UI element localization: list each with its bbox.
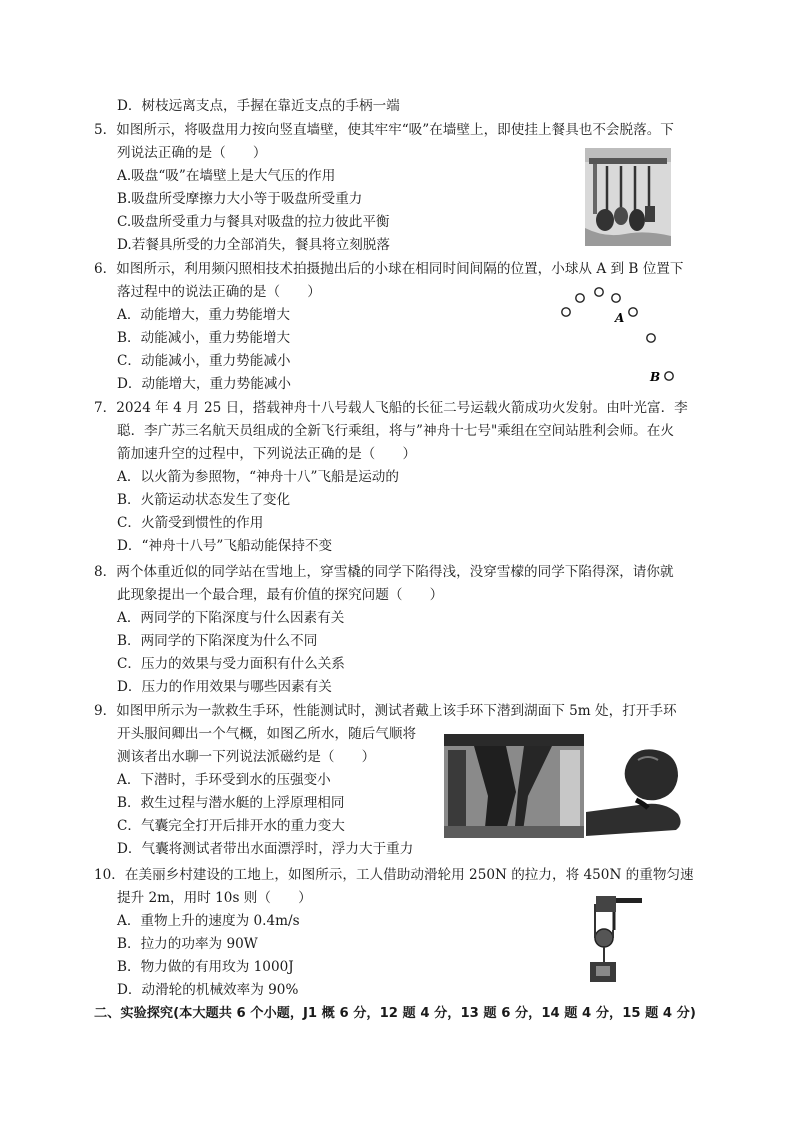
q4-option-d: D．树枝远离支点，手握在靠近支点的手柄一端 [117,98,400,114]
q10-option-a: A．重物上升的速度为 0.4m/s [117,913,300,929]
q8-stem-line1: 8．两个体重近似的同学站在雪地上，穿雪橇的同学下陷得浅，没穿雪檬的同学下陷得深，请你就 [94,564,674,580]
airbag-photo-yi [586,738,688,838]
q10-option-b: B．拉力的功率为 90W [117,936,258,952]
q6-option-a: A．动能增大，重力势能增大 [117,307,290,323]
q5-stem-line2: 列说法正确的是（ ） [117,145,267,161]
q6-option-b: B．动能减小，重力势能增大 [117,330,291,346]
q10-stem-line2: 提升 2m，用时 10s 则（ ） [117,890,312,906]
q7-stem-line1: 7．2024 年 4 月 25 日，搭载神舟十八号载人飞船的长征二号运载火箭成功火发射。由叶光富．李 [94,400,688,416]
ball-trajectory-figure [555,280,685,390]
ball-position [647,334,655,342]
q7-option-c: C．火箭受到惯性的作用 [117,515,264,531]
q7-stem-line3: 箭加速升空的过程中，下列说法正确的是（ ） [117,446,417,462]
label-a: A [615,311,625,325]
q7-stem-line2: 聪．李广苏三名航天员组成的全新飞行乘组，将与”神舟十七号"乘组在空间站胜利会师。在火 [117,423,674,439]
ball-position [665,372,673,380]
section-2-heading: 二、实验探究(本大题共 6 个小题，J1 概 6 分，12 题 4 分，13 题 6 分，14 题 4 分，15 题 4 分) [94,1006,696,1021]
q9-option-d: D．气囊将测试者带出水面漂浮时，浮力大于重力 [117,841,414,857]
q5-option-b: B.吸盘所受摩擦力大小等于吸盘所受重力 [117,191,363,207]
q6-option-c: C．动能减小，重力势能减小 [117,353,291,369]
q5-option-c: C.吸盘所受重力与餐具对吸盘的拉力彼此平衡 [117,214,390,230]
pulley-figure [584,890,644,984]
q8-stem-line2: 此现象提出一个最合理，最有价值的探究问题（ ） [117,587,444,603]
q5-option-a: A.吸盘“吸”在墙壁上是大气压的作用 [117,168,336,184]
q8-option-c: C．压力的效果与受力面积有什么关系 [117,656,345,672]
q9-option-a: A．下潜时，手环受到水的压强变小 [117,772,331,788]
q9-option-c: C．气囊完全打开后排开水的重力变大 [117,818,345,834]
q5-stem-line1: 5．如图所示，将吸盘用力按向竖直墙壁，使其牢牢“吸”在墙壁上，即使挂上餐具也不会脱落。下 [94,122,674,138]
q8-option-b: B．两同学的下陷深度为什么不同 [117,633,318,649]
ball-position [576,294,584,302]
q9-stem-line2: 开头服间卿出一个气概，如图乙所水，随后气顺将 [117,726,417,742]
ball-position [629,308,637,316]
q10-option-c: B．物力做的有用玫为 1000J [117,959,294,975]
q7-option-a: A．以火箭为参照物，“神舟十八”飞船是运动的 [117,469,399,485]
wristband-photo-jia [444,734,584,838]
q6-stem-line1: 6．如图所示，利用频闪照相技术拍摄抛出后的小球在相同时间间隔的位置，小球从 A 到 B 位置下 [94,261,684,277]
suction-hook-figure [585,148,671,246]
q10-stem-line1: 10．在美丽乡村建设的工地上，如图所示，工人借助动滑轮用 250N 的拉力，将 450N 的重物匀速 [94,867,694,883]
ball-position [562,308,570,316]
q6-option-d: D．动能增大，重力势能减小 [117,376,292,392]
ball-position [612,294,620,302]
q10-option-d: D．动滑轮的机械效率为 90% [117,982,299,998]
q9-stem-line3: 测该者出水聊一下列说法派磁约是（ ） [117,749,376,765]
q9-stem-line1: 9．如图甲所示为一款救生手环，性能测试时，测试者戴上该手环下潜到湖面下 5m 处，打开手环 [94,703,677,719]
q8-option-a: A．两同学的下陷深度与什么因素有关 [117,610,345,626]
q9-option-b: B．救生过程与潜水艇的上浮原理相同 [117,795,345,811]
q8-option-d: D．压力的作用效果与哪些因素有关 [117,679,332,695]
q7-option-b: B．火箭运动状态发生了变化 [117,492,291,508]
q7-option-d: D．“神舟十八号”飞船动能保持不变 [117,538,333,554]
q6-stem-line2: 落过程中的说法正确的是（ ） [117,284,321,300]
q5-option-d: D.若餐具所受的力全部消失，餐具将立刻脱落 [117,237,391,253]
label-b: B [650,370,661,384]
ball-position [595,288,603,296]
